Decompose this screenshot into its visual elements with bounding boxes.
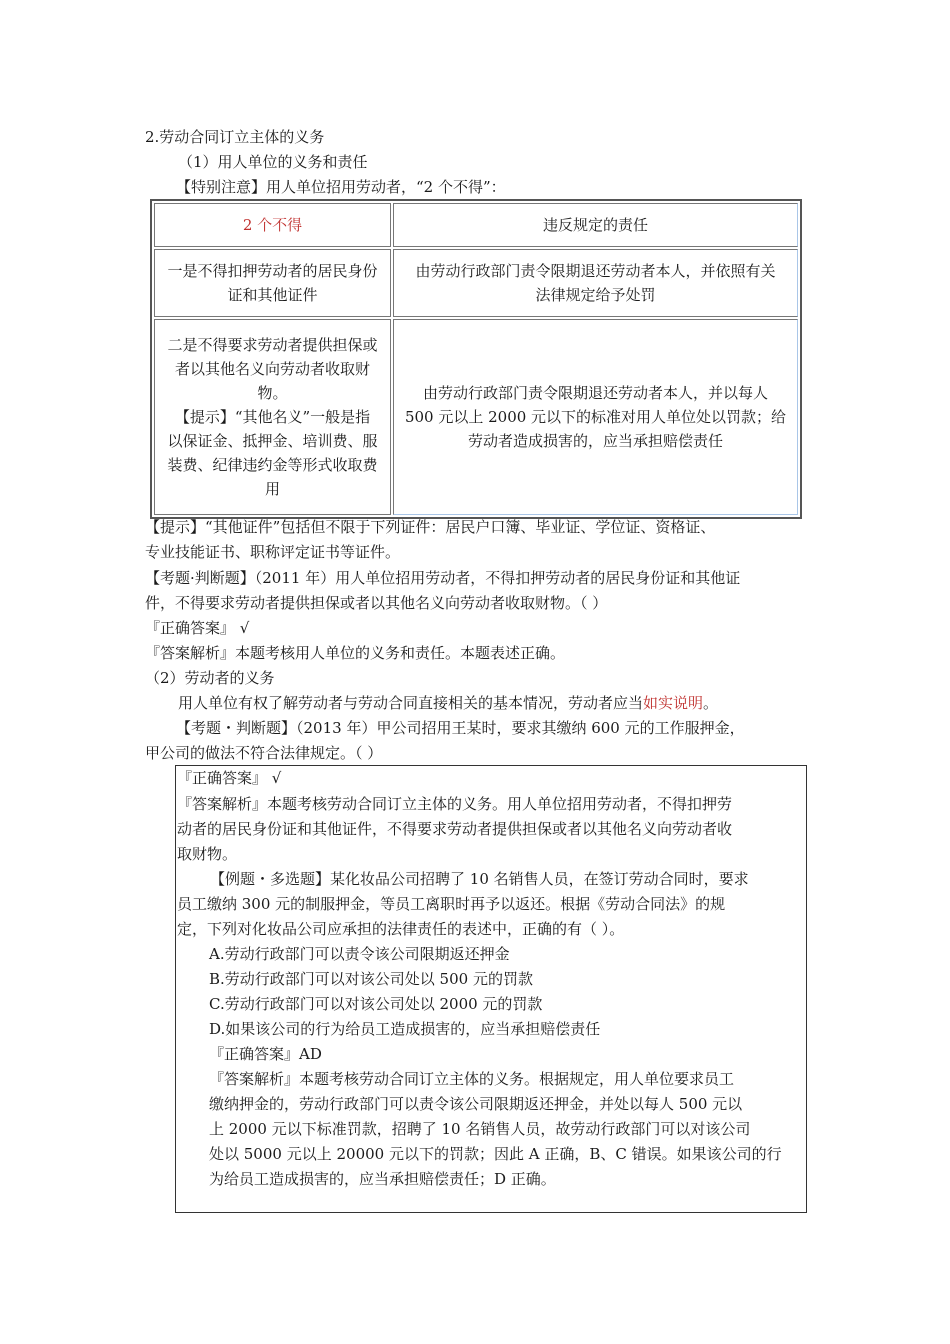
table-row [154, 249, 798, 317]
row1-prohibition: 一是不得扣押劳动者的居民身份 证和其他证件 [154, 249, 391, 317]
option-a: A.劳动行政部门可以责令该公司限期返还押金 [209, 945, 510, 963]
subheading-employer: （1）用人单位的义务和责任 [178, 153, 368, 171]
example-analysis-line: 上 2000 元以下标准罚款，招聘了 10 名销售人员，故劳动行政部门可以对该公司 [209, 1120, 751, 1138]
analysis-line: 『答案解析』本题考核用人单位的义务和责任。本题表述正确。 [145, 644, 566, 662]
header-liability: 违反规定的责任 [393, 203, 798, 247]
section-heading: 2.劳动合同订立主体的义务 [145, 128, 325, 146]
answer-line: 『正确答案』 √ [145, 619, 250, 637]
worker-duty: 用人单位有权了解劳动者与劳动合同直接相关的基本情况，劳动者应当如实说明。 [178, 694, 719, 712]
example-line: 【例题・多选题】某化妆品公司招聘了 10 名销售人员，在签订劳动合同时，要求 [210, 870, 749, 888]
tip-line: 专业技能证书、职称评定证书等证件。 [145, 543, 401, 561]
box-analysis-line: 『答案解析』本题考核劳动合同订立主体的义务。用人单位招用劳动者，不得扣押劳 [177, 795, 733, 813]
question-line: 【考题·判断题】（2011 年）用人单位招用劳动者，不得扣押劳动者的居民身份证和其他证 [145, 569, 741, 587]
row2-prohibition: 二是不得要求劳动者提供担保或 者以其他名义向劳动者收取财 物。 【提示】“其他名义”一般是指 以保证金、抵押金、培训费、服 装费、纪律违约金等形式收取费 用 [154, 319, 391, 515]
example-line: 定，下列对化妆品公司应承担的法律责任的表述中，正确的有（ ）。 [177, 920, 625, 938]
subheading-worker: （2）劳动者的义务 [145, 669, 275, 687]
truthful-explanation: 如实说明 [643, 694, 704, 712]
option-d: D.如果该公司的行为给员工造成损害的，应当承担赔偿责任 [209, 1020, 601, 1038]
example-analysis-line: 处以 5000 元以上 20000 元以下的罚款；因此 A 正确，B、C 错误。如果该公司的行 [209, 1145, 782, 1163]
example-analysis-line: 『答案解析』本题考核劳动合同订立主体的义务。根据规定，用人单位要求员工 [209, 1070, 735, 1088]
question-line: 甲公司的做法不符合法律规定。（ ） [145, 744, 383, 762]
example-analysis-line: 为给员工造成损害的，应当承担赔偿责任；D 正确。 [209, 1170, 556, 1188]
option-c: C.劳动行政部门可以对该公司处以 2000 元的罚款 [209, 995, 543, 1013]
table-row [154, 319, 798, 515]
box-analysis-line: 动者的居民身份证和其他证件，不得要求劳动者提供担保或者以其他名义向劳动者收 [177, 820, 733, 838]
example-line: 员工缴纳 300 元的制服押金，等员工离职时再予以返还。根据《劳动合同法》的规 [177, 895, 726, 913]
tip-line: 【提示】“其他证件”包括但不限于下列证件：居民户口簿、毕业证、学位证、资格证、 [145, 518, 716, 536]
question-line: 件，不得要求劳动者提供担保或者以其他名义向劳动者收取财物。（ ） [145, 594, 608, 612]
table-header-row [154, 203, 798, 247]
header-two-prohibitions: 2 个不得 [154, 203, 391, 247]
question-line: 【考题・判断题】（2013 年）甲公司招用王某时，要求其缴纳 600 元的工作服押金， [176, 719, 745, 737]
option-b: B.劳动行政部门可以对该公司处以 500 元的罚款 [209, 970, 533, 988]
obligation-table [150, 199, 802, 519]
row1-liability: 由劳动行政部门责令限期退还劳动者本人，并依照有关 法律规定给予处罚 [393, 249, 798, 317]
example-answer: 『正确答案』AD [209, 1045, 322, 1063]
example-analysis-line: 缴纳押金的，劳动行政部门可以责令该公司限期返还押金，并处以每人 500 元以 [209, 1095, 743, 1113]
row2-liability: 由劳动行政部门责令限期退还劳动者本人，并以每人 500 元以上 2000 元以下的标准对用人单位处以罚款；给 劳动者造成损害的，应当承担赔偿责任 [393, 319, 798, 515]
box-answer: 『正确答案』 √ [177, 769, 282, 787]
box-analysis-line: 取财物。 [177, 845, 238, 863]
special-note: 【特别注意】用人单位招用劳动者，“2 个不得”： [176, 178, 506, 196]
